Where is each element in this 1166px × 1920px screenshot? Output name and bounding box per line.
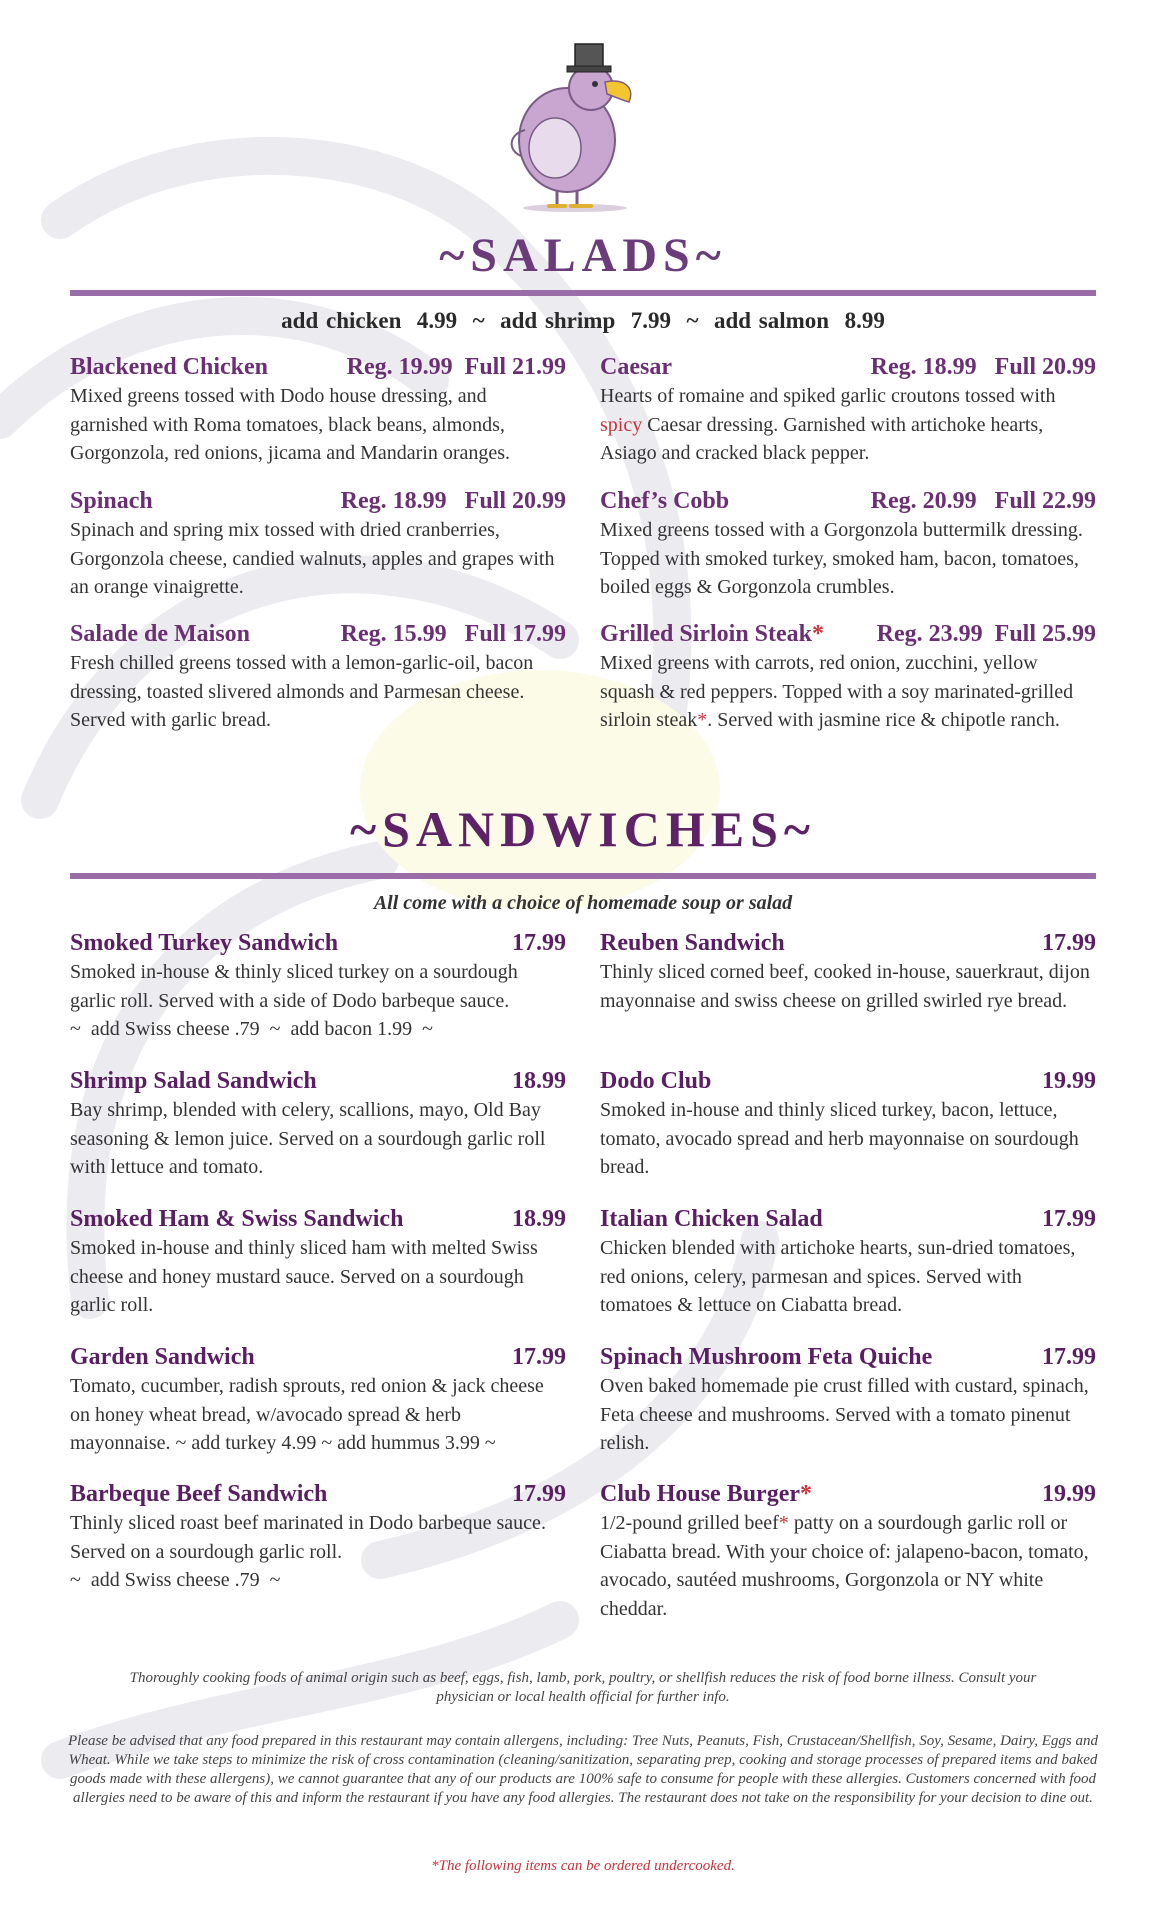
- item-description: Chicken blended with artichoke hearts, sun-dried tomatoes, red onions, celery, parmesan and spices. Served with tomatoes & lettuce on Ciabatta bread.: [600, 1237, 1076, 1316]
- item-name: Caesar: [600, 354, 672, 380]
- item-price: Reg. 18.99 Full 20.99: [870, 354, 1096, 380]
- undercooked-star: *: [812, 621, 825, 647]
- allergen-notice: Please be advised that any food prepared in this restaurant may contain allergens, including: Tree Nuts, Peanuts, Fish, Crustacean/Shellfish, Soy, Sesame, Dairy, Eggs and Wheat. While we take steps to minimize the risk of cross contamination (cleaning/sanitization, separating prep, cooking and storage processes of prepared items and baked goods made with these allergens), we cannot guarantee that any of our products are 100% safe to consume for people with these allergies. Customers concerned with food allergies need to be aware of this and inform the restaurant if you have any food allergies. The restaurant does not take on the responsibility for your decision to dine out.: [67, 1733, 1099, 1806]
- item-price: 17.99: [1042, 1344, 1096, 1370]
- menu-item-blackened-chicken: [70, 352, 566, 468]
- item-name: Smoked Ham & Swiss Sandwich: [70, 1206, 404, 1232]
- item-name: Salade de Maison: [70, 621, 251, 647]
- salad-addons: add chicken 4.99 ~ add shrimp 7.99 ~ add salmon 8.99: [281, 308, 885, 333]
- item-name: Spinach Mushroom Feta Quiche: [600, 1344, 933, 1370]
- item-price: 18.99: [512, 1206, 566, 1232]
- item-description: Tomato, cucumber, radish sprouts, red onion & jack cheese on honey wheat bread, w/avocado spread & herb mayonnaise. ~ add turkey 4.99 ~ add hummus 3.99 ~: [70, 1375, 544, 1454]
- item-name: Italian Chicken Salad: [600, 1206, 823, 1232]
- salads-title: ~SALADS~: [439, 229, 727, 282]
- item-description: Mixed greens with carrots, red onion, zucchini, yellow squash & red peppers. Topped with a soy marinated-grilled sirloin steak*. Served with jasmine rice & chipotle ranch.: [600, 652, 1074, 731]
- item-name: Reuben Sandwich: [600, 930, 785, 956]
- menu-item-reuben-sandwich: [600, 928, 1096, 1015]
- menu-item-garden-sandwich: [70, 1342, 566, 1458]
- item-name: Shrimp Salad Sandwich: [70, 1068, 317, 1094]
- menu-item-spinach-mushroom-feta-quiche: [600, 1342, 1096, 1458]
- item-description: Mixed greens tossed with Dodo house dressing, and garnished with Roma tomatoes, black beans, almonds, Gorgonzola, red onions, jicama and Mandarin oranges.: [70, 385, 511, 464]
- item-name: Grilled Sirloin Steak*: [600, 621, 825, 647]
- menu-item-smoked-ham-swiss-sandwich: [70, 1204, 566, 1320]
- item-price: 17.99: [512, 930, 566, 956]
- item-description: Thinly sliced roast beef marinated in Dodo barbeque sauce. Served on a sourdough garlic roll.: [70, 1512, 546, 1563]
- menu-item-caesar: [600, 352, 1096, 468]
- item-addons: ~ add Swiss cheese .79 ~ add bacon 1.99 ~: [70, 1018, 433, 1040]
- item-description: Smoked in-house and thinly sliced turkey, bacon, lettuce, tomato, avocado spread and herb mayonnaise on sourdough bread.: [600, 1099, 1079, 1178]
- sandwiches-title: ~SANDWICHES~: [350, 801, 816, 857]
- menu-item-chefs-cobb: [600, 486, 1096, 602]
- dodo-logo-icon: [495, 30, 655, 215]
- undercooked-star: *: [778, 1512, 789, 1534]
- item-name: Dodo Club: [600, 1068, 712, 1094]
- item-description: Smoked in-house and thinly sliced ham with melted Swiss cheese and honey mustard sauce. Served on a sourdough garlic roll.: [70, 1237, 538, 1316]
- item-description: Fresh chilled greens tossed with a lemon-garlic-oil, bacon dressing, toasted slivered almonds and Parmesan cheese. Served with garlic bread.: [70, 652, 534, 731]
- menu-item-barbeque-beef-sandwich: [70, 1479, 566, 1595]
- item-price: 17.99: [1042, 1206, 1096, 1232]
- item-description: Mixed greens tossed with a Gorgonzola buttermilk dressing. Topped with smoked turkey, smoked ham, bacon, tomatoes, boiled eggs & Gorgonzola crumbles.: [600, 519, 1083, 598]
- menu-item-club-house-burger: [600, 1479, 1096, 1623]
- menu-item-smoked-turkey-sandwich: [70, 928, 566, 1044]
- item-name: Smoked Turkey Sandwich: [70, 930, 339, 956]
- menu-item-italian-chicken-salad: [600, 1204, 1096, 1320]
- item-price: Reg. 18.99 Full 20.99: [340, 488, 566, 514]
- item-price: Reg. 23.99 Full 25.99: [876, 621, 1096, 647]
- item-name: Spinach: [70, 488, 153, 514]
- item-description: Spinach and spring mix tossed with dried cranberries, Gorgonzola cheese, candied walnuts, apples and grapes with an orange vinaigrette.: [70, 519, 555, 598]
- item-description: Thinly sliced corned beef, cooked in-house, sauerkraut, dijon mayonnaise and swiss cheese on grilled swirled rye bread.: [600, 961, 1090, 1012]
- item-addons: ~ add Swiss cheese .79 ~: [70, 1569, 281, 1591]
- item-price: Reg. 20.99 Full 22.99: [870, 488, 1096, 514]
- item-price: Reg. 15.99 Full 17.99: [340, 621, 566, 647]
- item-price: 17.99: [1042, 930, 1096, 956]
- item-description: Smoked in-house & thinly sliced turkey on a sourdough garlic roll. Served with a side of Dodo barbeque sauce.: [70, 961, 518, 1012]
- item-price: 19.99: [1042, 1068, 1096, 1094]
- item-name: Blackened Chicken: [70, 354, 269, 380]
- item-description: 1/2-pound grilled beef* patty on a sourdough garlic roll or Ciabatta bread. With your choice of: jalapeno-bacon, tomato, avocado, sautéed mushrooms, Gorgonzola or NY white cheddar.: [600, 1512, 1089, 1620]
- menu-item-salade-de-maison: [70, 619, 566, 735]
- undercooked-notice: *The following items can be ordered undercooked.: [431, 1858, 735, 1874]
- item-description: Bay shrimp, blended with celery, scallions, mayo, Old Bay seasoning & lemon juice. Served on a sourdough garlic roll with lettuce and tomato.: [70, 1099, 546, 1178]
- menu-item-spinach: [70, 486, 566, 602]
- item-price: 17.99: [512, 1344, 566, 1370]
- item-name: Club House Burger*: [600, 1481, 813, 1507]
- item-name: Garden Sandwich: [70, 1344, 255, 1370]
- menu-item-shrimp-salad-sandwich: [70, 1066, 566, 1182]
- menu-item-grilled-sirloin-steak: [600, 619, 1096, 735]
- item-price: 18.99: [512, 1068, 566, 1094]
- spicy-highlight: spicy: [600, 413, 643, 436]
- item-name: Chef’s Cobb: [600, 488, 730, 514]
- item-price: Reg. 19.99 Full 21.99: [346, 354, 566, 380]
- item-description: Oven baked homemade pie crust filled with custard, spinach, Feta cheese and mushrooms. Served with a tomato pinenut relish.: [600, 1375, 1089, 1454]
- undercooked-star: *: [697, 709, 708, 731]
- food-safety-advisory: Thoroughly cooking foods of animal origin such as beef, eggs, fish, lamb, pork, poultry, or shellfish reduces the risk of food borne illness. Consult your physician or local health official for further info.: [129, 1670, 1037, 1705]
- item-price: 19.99: [1042, 1481, 1096, 1507]
- salads-divider: [70, 290, 1096, 296]
- item-price: 17.99: [512, 1481, 566, 1507]
- sandwiches-subtitle: All come with a choice of homemade soup or salad: [373, 892, 793, 914]
- undercooked-star: *: [800, 1481, 813, 1507]
- menu-item-dodo-club: [600, 1066, 1096, 1182]
- item-description: Hearts of romaine and spiked garlic croutons tossed with spicy Caesar dressing. Garnished with artichoke hearts, Asiago and cracked black pepper.: [600, 385, 1056, 464]
- sandwiches-divider: [70, 873, 1096, 879]
- item-name: Barbeque Beef Sandwich: [70, 1481, 328, 1507]
